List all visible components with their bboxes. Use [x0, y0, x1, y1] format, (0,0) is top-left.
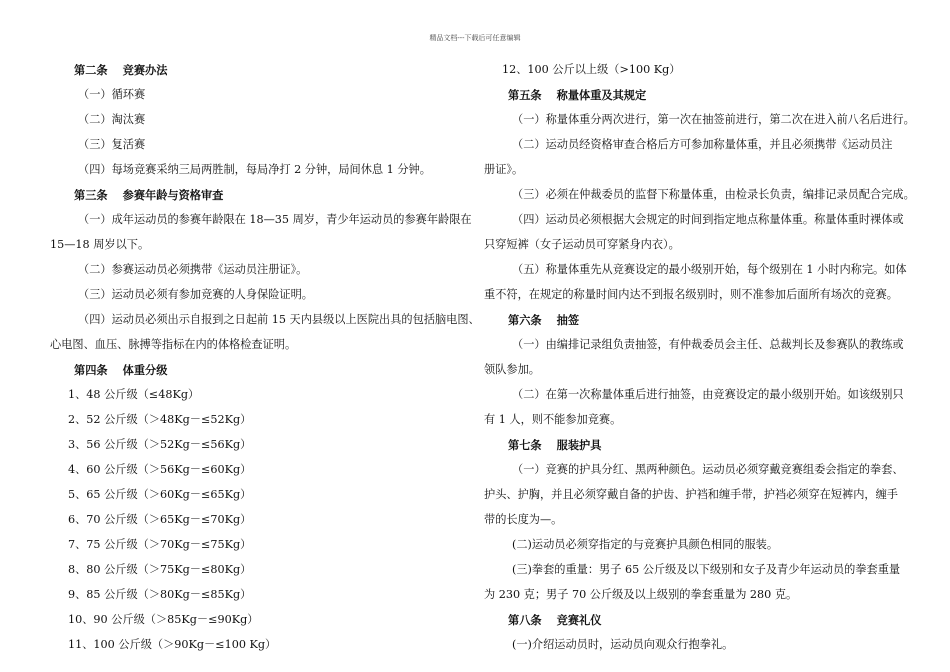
list-item: 5、65 公斤级（＞60Kg－≤65Kg） [68, 488, 252, 501]
paragraph-line: （一）称量体重分两次进行，第一次在抽签前进行，第二次在进入前八名后进行。 [512, 113, 915, 126]
paragraph-line: （三）运动员必须有参加竞赛的人身保险证明。 [78, 288, 313, 301]
paragraph-line: (二)运动员必须穿指定的与竞赛护具颜色相同的服装。 [512, 538, 779, 551]
section-heading: 第二条 竞赛办法 [74, 63, 168, 77]
paragraph-line: 护头、护胸，并且必须穿戴自备的护齿、护裆和缠手带，护裆必须穿在短裤内，缠手 [484, 488, 898, 501]
paragraph-line: 心电图、血压、脉搏等指标在内的体格检查证明。 [50, 338, 297, 351]
paragraph-line: （五）称量体重先从竞赛设定的最小级别开始，每个级别在 1 小时内称完。如体 [512, 263, 907, 276]
left-column [50, 60, 480, 660]
section-heading: 第四条 体重分级 [74, 363, 168, 377]
paragraph-line: （三）必须在仲裁委员的监督下称量体重，由检录长负责，编排记录员配合完成。 [512, 188, 915, 201]
paragraph-line: （一）成年运动员的参赛年龄限在 18—35 周岁，青少年运动员的参赛年龄限在 [78, 213, 472, 226]
paragraph-line: （一）循环赛 [78, 88, 146, 101]
list-item: 9、85 公斤级（＞80Kg－≤85Kg） [68, 588, 252, 601]
paragraph-line: （一）竞赛的护具分红、黑两种颜色。运动员必须穿戴竞赛组委会指定的拳套、 [512, 463, 904, 476]
list-item: 8、80 公斤级（＞75Kg－≤80Kg） [68, 563, 252, 576]
list-item: 12、100 公斤以上级（>100 Kg） [502, 63, 681, 76]
list-item: 10、90 公斤级（＞85Kg－≤90Kg） [68, 613, 259, 626]
paragraph-line: （三）复活赛 [78, 138, 146, 151]
paragraph-line: （二）在第一次称量体重后进行抽签，由竞赛设定的最小级别开始。如该级别只 [512, 388, 904, 401]
section-heading: 第七条 服装护具 [508, 438, 602, 452]
list-item: 7、75 公斤级（＞70Kg－≤75Kg） [68, 538, 252, 551]
paragraph-line: 带的长度为—。 [484, 513, 563, 526]
list-item: 4、60 公斤级（＞56Kg－≤60Kg） [68, 463, 252, 476]
right-column [484, 60, 915, 660]
page-header: 精品文档---下载后可任意编辑 [429, 34, 521, 42]
paragraph-line: 为 230 克；男子 70 公斤级及以上级别的拳套重量为 280 克。 [484, 588, 798, 601]
paragraph-line: (三)拳套的重量：男子 65 公斤级及以下级别和女子及青少年运动员的拳套重量 [512, 563, 901, 576]
section-heading: 第六条 抽签 [508, 313, 580, 327]
list-item: 6、70 公斤级（＞65Kg－≤70Kg） [68, 513, 252, 526]
paragraph-line: (一)介绍运动员时，运动员向观众行抱拳礼。 [512, 638, 734, 651]
paragraph-line: 领队参加。 [484, 363, 540, 376]
list-item: 2、52 公斤级（＞48Kg－≤52Kg） [68, 413, 252, 426]
paragraph-line: 重不符，在规定的称量时间内达不到报名级别时，则不准参加后面所有场次的竞赛。 [484, 288, 898, 301]
paragraph-line: （四）运动员必须根据大会规定的时间到指定地点称量体重。称量体重时裸体或 [512, 213, 904, 226]
section-heading: 第五条 称量体重及其规定 [508, 88, 647, 102]
paragraph-line: （一）由编排记录组负责抽签，有仲裁委员会主任、总裁判长及参赛队的教练或 [512, 338, 904, 351]
paragraph-line: （二）参赛运动员必须携带《运动员注册证》。 [78, 263, 308, 276]
list-item: 3、56 公斤级（＞52Kg－≤56Kg） [68, 438, 252, 451]
paragraph-line: 册证》。 [484, 163, 524, 176]
section-heading: 第三条 参赛年龄与资格审查 [74, 188, 224, 202]
paragraph-line: （四）运动员必须出示自报到之日起前 15 天内县级以上医院出具的包括脑电图、 [78, 313, 480, 326]
list-item: 1、48 公斤级（≤48Kg） [68, 388, 200, 401]
section-heading: 第八条 竞赛礼仪 [508, 613, 602, 627]
list-item: 11、100 公斤级（＞90Kg－≤100 Kg） [68, 638, 277, 651]
paragraph-line: 有 1 人，则不能参加竞赛。 [484, 413, 622, 426]
paragraph-line: 15—18 周岁以下。 [50, 238, 150, 251]
paragraph-line: （二）淘汰赛 [78, 113, 146, 126]
paragraph-line: （四）每场竞赛采纳三局两胜制，每局净打 2 分钟，局间休息 1 分钟。 [78, 163, 431, 176]
paragraph-line: （二）运动员经资格审查合格后方可参加称量体重，并且必须携带《运动员注 [512, 138, 893, 151]
paragraph-line: 只穿短裤（女子运动员可穿紧身内衣）。 [484, 238, 680, 251]
